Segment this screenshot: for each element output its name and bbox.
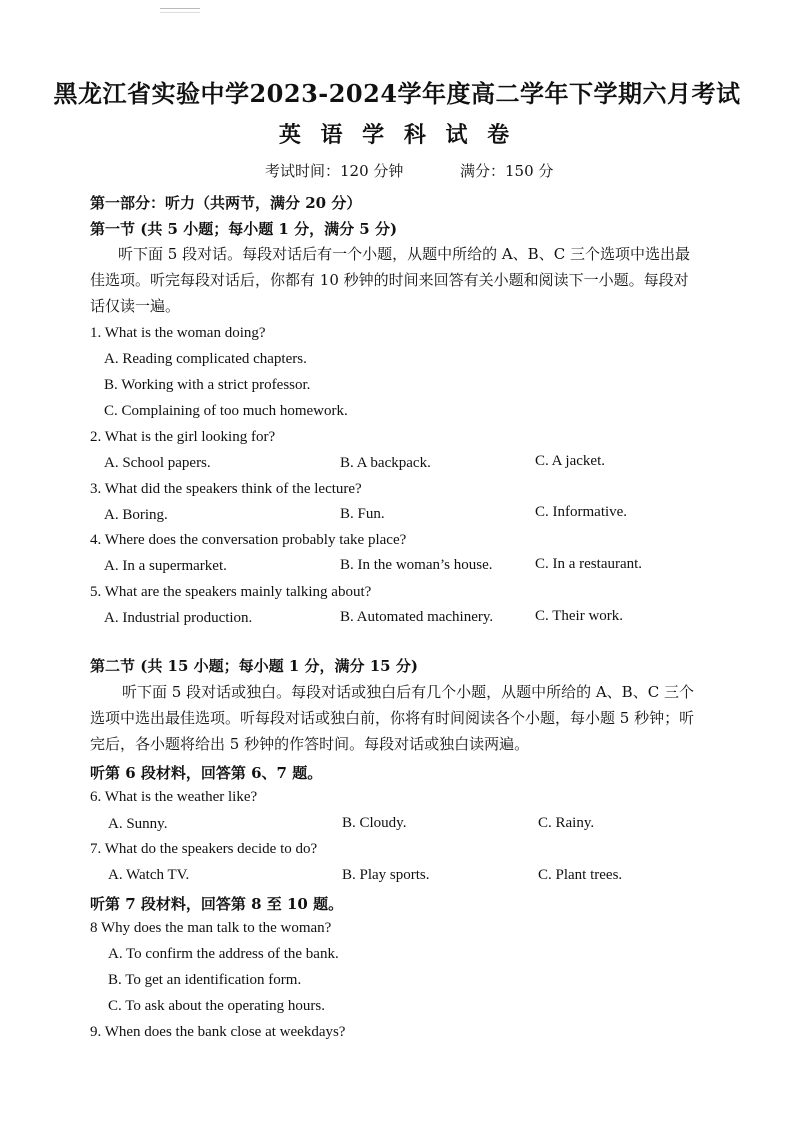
question-6: 6. What is the weather like?: [90, 789, 258, 805]
q6-option-b: B. Cloudy.: [342, 815, 407, 831]
material-7-heading: 听第 7 段材料，回答第 8 至 10 题。: [90, 895, 344, 913]
section1-instr-line3: 话仅读一遍。: [90, 297, 181, 315]
q3-option-b: B. Fun.: [340, 506, 385, 522]
question-5: 5. What are the speakers mainly talking about?: [90, 584, 372, 600]
question-9: 9. When does the bank close at weekdays?: [90, 1024, 346, 1040]
material-6-heading: 听第 6 段材料，回答第 6、7 题。: [90, 764, 323, 782]
exam-title: 黑龙江省实验中学2023-2024学年度高二学年下学期六月考试: [53, 79, 741, 108]
question-1: 1. What is the woman doing?: [90, 325, 266, 341]
section1-instr-line1: 听下面 5 段对话。每段对话后有一个小题，从题中所给的 A、B、C 三个选项中选出最: [118, 245, 690, 263]
question-7: 7. What do the speakers decide to do?: [90, 841, 318, 857]
exam-time: 考试时间：120 分钟: [265, 162, 404, 180]
q1-option-a: A. Reading complicated chapters.: [104, 351, 307, 367]
q1-option-c: C. Complaining of too much homework.: [104, 403, 348, 419]
section2-instr-line3: 完后，各小题将给出 5 秒钟的作答时间。每段对话或独白读两遍。: [90, 735, 530, 753]
q2-option-c: C. A jacket.: [535, 453, 605, 469]
q6-option-a: A. Sunny.: [108, 816, 168, 832]
q3-option-a: A. Boring.: [104, 507, 168, 523]
q4-option-a: A. In a supermarket.: [104, 558, 227, 574]
q4-option-b: B. In the woman’s house.: [340, 557, 493, 573]
q2-option-a: A. School papers.: [104, 455, 211, 471]
q6-option-c: C. Rainy.: [538, 815, 595, 831]
q2-option-b: B. A backpack.: [340, 455, 431, 471]
q5-option-b: B. Automated machinery.: [340, 609, 494, 625]
section2-heading: 第二节 (共 15 小题；每小题 1 分，满分 15 分): [90, 657, 418, 675]
section2-instr-line2: 选项中选出最佳选项。听每段对话或独白前，你将有时间阅读各个小题，每小题 5 秒钟；听: [90, 709, 695, 727]
question-2: 2. What is the girl looking for?: [90, 429, 276, 445]
q4-option-c: C. In a restaurant.: [535, 556, 643, 572]
question-4: 4. Where does the conversation probably take place?: [90, 532, 407, 548]
section1-heading: 第一节 (共 5 小题；每小题 1 分，满分 5 分): [90, 220, 398, 238]
q3-option-c: C. Informative.: [535, 504, 628, 520]
q1-option-b: B. Working with a strict professor.: [104, 377, 311, 393]
part1-heading: 第一部分：听力（共两节，满分 20 分）: [90, 194, 362, 212]
section2-instr-line1: 听下面 5 段对话或独白。每段对话或独白后有几个小题，从题中所给的 A、B、C 三个: [122, 683, 694, 701]
exam-score: 满分：150 分: [460, 162, 554, 180]
exam-subtitle: 英 语 学 科 试 卷: [278, 122, 516, 148]
question-8: 8 Why does the man talk to the woman?: [90, 920, 332, 936]
q8-option-a: A. To confirm the address of the bank.: [108, 946, 339, 962]
question-3: 3. What did the speakers think of the lecture?: [90, 481, 362, 497]
q5-option-c: C. Their work.: [535, 608, 624, 624]
scan-artifact: [160, 8, 200, 13]
q8-option-b: B. To get an identification form.: [108, 972, 302, 988]
q7-option-b: B. Play sports.: [342, 867, 430, 883]
q5-option-a: A. Industrial production.: [104, 610, 253, 626]
q7-option-a: A. Watch TV.: [108, 867, 190, 883]
q7-option-c: C. Plant trees.: [538, 867, 623, 883]
q8-option-c: C. To ask about the operating hours.: [108, 998, 325, 1014]
section1-instr-line2: 佳选项。听完每段对话后，你都有 10 秒钟的时间来回答有关小题和阅读下一小题。每段对: [90, 271, 689, 289]
